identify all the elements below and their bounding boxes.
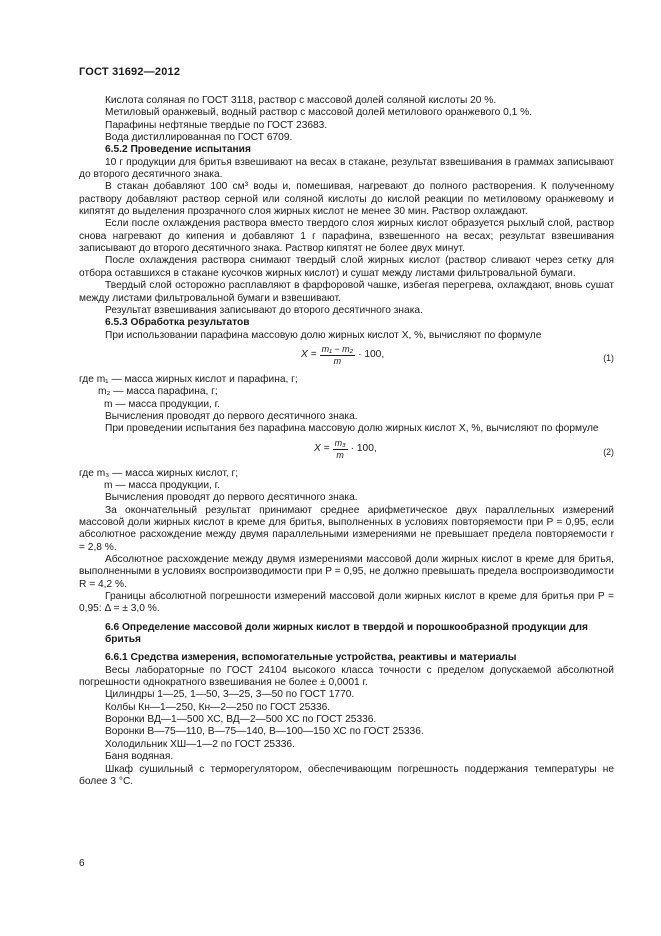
paragraph: Вычисления проводят до первого десятичного знака. <box>105 492 358 504</box>
formula-1: X = $\frac{\text{m₁ − m₂}}{m}$ · 100, (1) <box>301 343 614 366</box>
legend-line: где m₁ — масса жирных кислот и парафина, г; <box>79 373 298 385</box>
section-heading: 6.5.3 Обработка результатов <box>105 317 250 329</box>
paragraph: Колбы Кн—1—250, Кн—2—250 по ГОСТ 25336. <box>105 701 331 713</box>
paragraph: При использовании парафина массовую долю жирных кислот X, %, вычисляют по формуле <box>105 329 542 341</box>
paragraph: Шкаф сушильный с терморегулятором, обеспечивающим погрешность поддержания температуры не более 3 °С. <box>79 763 614 787</box>
paragraph: Воронки В—75—110, В—75—140, В—100—150 ХС по ГОСТ 25336. <box>105 726 424 738</box>
page-number: 6 <box>79 858 85 869</box>
document-body <box>79 95 614 788</box>
paragraph: Вычисления проводят до первого десятичного знака. <box>105 410 358 422</box>
paragraph: 10 г продукции для бритья взвешивают на весах в стакане, результат взвешивания в граммах записывают до второго десятичного знака. <box>79 156 614 181</box>
formula-1-legend <box>79 374 614 411</box>
formula-2: X = $\frac{\text{m₃}}{m}$ · 100, (2) <box>314 437 614 460</box>
formula-2-number: (2) <box>603 446 614 457</box>
paragraph: Баня водяная. <box>105 751 174 763</box>
paragraph: Весы лабораторные по ГОСТ 24104 высокого класса точности с пределом допускаемой абсолютной погрешности однократного взвешивания не более ± 0,0001 г. <box>79 664 614 689</box>
paragraph: За окончательный результат принимают среднее арифметическое двух параллельных измерений массовой доли жирных кислот в креме для бритья, выполненных в условиях повторяемости при P = 0,95, если абсолютное расхождение между двумя параллельными измерениями не превышает предела повторяемости r = 2,8 %. <box>79 504 614 553</box>
paragraph: Вода дистиллированная по ГОСТ 6709. <box>105 132 293 144</box>
paragraph: Холодильник ХШ—1—2 по ГОСТ 25336. <box>105 738 295 750</box>
document-header: ГОСТ 31692—2012 <box>79 66 181 78</box>
legend-line: где m₃ — масса жирных кислот, г; <box>79 467 239 479</box>
paragraph: Абсолютное расхождение между двумя измерениями массовой доли жирных кислот в креме для бритья, выполненными в условиях воспроизводимости при P = 0,95, не должно превышать предела воспроизводимости R = 4,2 %. <box>79 554 614 590</box>
formula-2-legend <box>79 468 614 493</box>
paragraph: Кислота соляная по ГОСТ 3118, раствор с массовой долей соляной кислоты 20 %. <box>105 95 497 106</box>
paragraph: Твердый слой осторожно расплавляют в фарфоровой чашке, избегая перегрева, охлаждают, вновь сушат между листами фильтровальной бумаги и взвешивают. <box>79 280 614 304</box>
section-heading: 6.6 Определение массовой доли жирных кислот в твердой и порошкообразной продукции для бритья <box>105 621 588 646</box>
section-mid <box>79 411 614 436</box>
section-heading: 6.5.2 Проведение испытания <box>105 144 251 156</box>
paragraph: Если после охлаждения раствора вместо твердого слоя жирных кислот образуется рыхлый слой, раствор снова нагревают до кипения и добавляют 1 г парафина, взвешенного на весах; результат взвешивания записывают до второго десятичного знака. Раствор кипятят не более двух минут. <box>79 218 614 255</box>
section-tail <box>79 492 614 788</box>
paragraph: Границы абсолютной погрешности измерений массовой доли жирных кислот в креме для бритья при P = 0,95: Δ = ± 3,0 %. <box>79 591 614 615</box>
paragraph: Парафины нефтяные твердые по ГОСТ 23683. <box>105 119 328 131</box>
section-heading: 6.6.1 Средства измерения, вспомогательные устройства, реактивы и материалы <box>105 652 517 664</box>
paragraph: После охлаждения раствора снимают твердый слой жирных кислот (раствор сливают через сетку для отбора оставшихся в стакане кусочков жирных кислот) и сушат между листами фильтровальной бумаги. <box>79 255 614 279</box>
legend-line: m — масса продукции, г. <box>104 479 220 491</box>
paragraph: При проведении испытания без парафина массовую долю жирных кислот X, %, вычисляют по формуле <box>105 423 599 435</box>
legend-line: m₂ — масса парафина, г; <box>98 386 218 398</box>
paragraph: Метиловый оранжевый, водный раствор с массовой долей метилового оранжевого 0,1 %. <box>105 107 533 119</box>
paragraph: Воронки ВД—1—500 ХС, ВД—2—500 ХС по ГОСТ 25336. <box>105 714 377 726</box>
paragraph: Цилиндры 1—25, 1—50, 3—25, 3—50 по ГОСТ 1770. <box>105 689 355 701</box>
paragraph: В стакан добавляют 100 см³ воды и, помешивая, нагревают до полного растворения. К полученному раствору добавляют раствор серной или соляной кислоты до кислой реакции по метиловому оранжевому и кипятят до выделения прозрачного слоя жирных кислот не менее 30 мин. Раствор охлаждают. <box>79 181 614 218</box>
section-top <box>79 95 614 342</box>
legend-line: m — масса продукции, г. <box>104 398 220 410</box>
paragraph: Результат взвешивания записывают до второго десятичного знака. <box>105 304 423 316</box>
formula-1-number: (1) <box>603 352 614 363</box>
